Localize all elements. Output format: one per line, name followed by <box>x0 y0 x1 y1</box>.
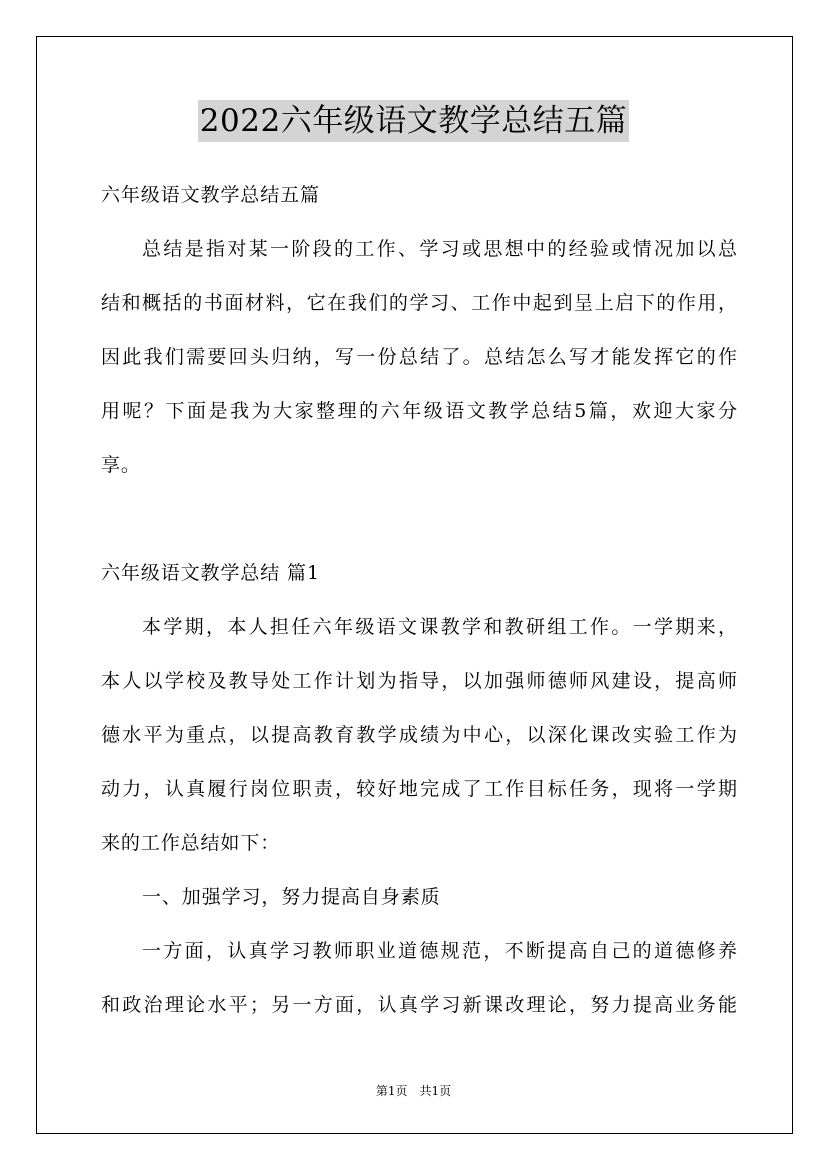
section1-line-2: 本人以学校及教导处工作计划为指导，以加强师德师风建设，提高师 <box>101 670 737 692</box>
document-title: 2022六年级语文教学总结五篇 <box>198 100 629 142</box>
para2-line-1: 一方面，认真学习教师职业道德规范，不断提高自己的道德修养 <box>142 940 737 962</box>
para2-line-2: 和政治理论水平；另一方面，认真学习新课改理论，努力提高业务能 <box>101 994 737 1016</box>
section1-line-4: 动力，认真履行岗位职责，较好地完成了工作目标任务，现将一学期 <box>101 778 737 800</box>
title-container <box>0 100 827 142</box>
intro-line-1: 总结是指对某一阶段的工作、学习或思想中的经验或情况加以总 <box>142 238 737 260</box>
section1-line-3: 德水平为重点，以提高教育教学成绩为中心，以深化课改实验工作为 <box>101 724 737 746</box>
section1-line-1: 本学期，本人担任六年级语文课教学和教研组工作。一学期来， <box>142 616 737 638</box>
intro-line-3: 因此我们需要回头归纳，写一份总结了。总结怎么写才能发挥它的作 <box>101 346 737 368</box>
intro-line-4: 用呢？下面是我为大家整理的六年级语文教学总结5篇，欢迎大家分 <box>101 400 737 422</box>
section1-line-5: 来的工作总结如下： <box>101 832 281 854</box>
subheading: 一、加强学习，努力提高自身素质 <box>142 886 441 908</box>
intro-line-2: 结和概括的书面材料，它在我们的学习、工作中起到呈上启下的作用， <box>101 292 737 314</box>
page-footer: 第1页 共1页 <box>375 1084 452 1098</box>
document-subtitle: 六年级语文教学总结五篇 <box>101 184 320 206</box>
intro-line-5: 享。 <box>101 454 141 476</box>
section-heading: 六年级语文教学总结 篇1 <box>101 562 320 584</box>
